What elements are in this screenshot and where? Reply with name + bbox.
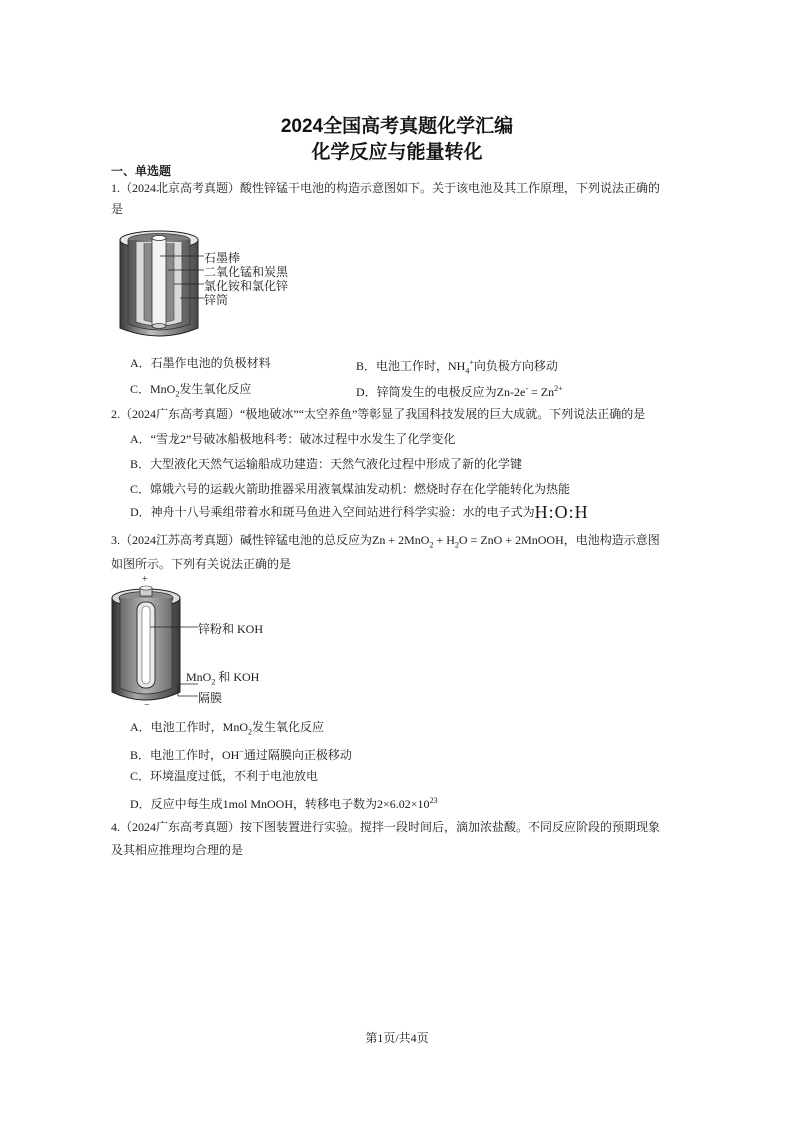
q3-option-d: D．反应中每生成1mol MnOOH，转移电子数为$2\times 6.02\times 10^{23}$ [130, 796, 438, 811]
q2-option-d: D．神舟十八号乘组带着水和斑马鱼进入空间站进行科学实验：水的电子式为H:O:H [130, 502, 589, 522]
q1-option-d: D．锌筒发生的电极反应为$Zn-2e^- = Zn^{2+}$ [356, 384, 563, 399]
label-zinc-can: 锌筒 [204, 293, 229, 307]
q2-stem: 2.（2024广东高考真题）“极地破冰”“太空养鱼”等彰显了我国科技发展的巨大成就。下列说法正确的是 [111, 407, 646, 421]
q3-option-c: C．环境温度过低，不利于电池放电 [130, 769, 319, 783]
label-graphite-rod: 石墨棒 [204, 251, 241, 265]
label-mno2-carbon: 二氧化锰和炭黑 [204, 265, 289, 279]
q3-option-a: A．电池工作时，MnO$_2$发生氧化反应 [130, 720, 325, 737]
document-subtitle: 化学反应与能量转化 [311, 142, 483, 163]
water-electron-formula: H:O:H [534, 502, 589, 522]
document-title: 2024全国高考真题化学汇编 [280, 116, 514, 137]
q2-option-a: A．“雪龙2”号破冰船极地科考：破冰过程中水发生了化学变化 [130, 432, 456, 446]
label-separator: 隔膜 [198, 691, 223, 705]
q1-option-b: B．电池工作时，$NH_4^+$向负极方向移动 [356, 358, 558, 376]
label-nh4cl-zncl2: 氯化铵和氯化锌 [204, 279, 289, 293]
page-footer: 第1页/共4页 [365, 1031, 429, 1045]
q2-option-b: B．大型液化天然气运输船成功建造：天然气液化过程中形成了新的化学键 [130, 457, 523, 471]
q1-stem-line2: 是 [111, 202, 124, 216]
label-mno2-koh: MnO$_2$ 和 KOH [186, 670, 260, 687]
q1-stem-line1: 1.（2024北京高考真题）酸性锌锰干电池的构造示意图如下。关于该电池及其工作原理，下列说法正确的 [111, 181, 661, 195]
q3-stem-line1: 3.（2024江苏高考真题）碱性锌锰电池的总反应为$Zn + 2MnO_2 + H_2O$ = ZnO + 2MnOOH，电池构造示意图 [111, 533, 660, 550]
dry-cell-leader-lines [160, 250, 206, 310]
q3-option-b: B．电池工作时，OH−通过隔膜向正极移动 [130, 747, 352, 762]
q3-stem-line2: 如图所示。下列有关说法正确的是 [111, 557, 292, 571]
q1-option-c: C．MnO$_2$发生氧化反应 [130, 382, 252, 399]
q4-stem-line1: 4.（2024广东高考真题）按下图装置进行实验。搅拌一段时间后，滴加浓盐酸。不同反应阶段的预期现象 [111, 820, 661, 834]
q1-option-a: A．石墨作电池的负极材料 [130, 356, 271, 370]
battery-plus-sign: + [142, 574, 148, 585]
q2-option-c: C．嫦娥六号的运载火箭助推器采用液氧煤油发动机：燃烧时存在化学能转化为热能 [130, 482, 571, 496]
battery-minus-sign: − [144, 700, 150, 711]
label-zinc-powder-koh: 锌粉和 KOH [198, 622, 263, 636]
alkaline-cell-leader-lines [150, 620, 200, 700]
q4-stem-line2: 及其相应推理均合理的是 [111, 843, 244, 857]
section-heading: 一、单选题 [111, 164, 172, 178]
